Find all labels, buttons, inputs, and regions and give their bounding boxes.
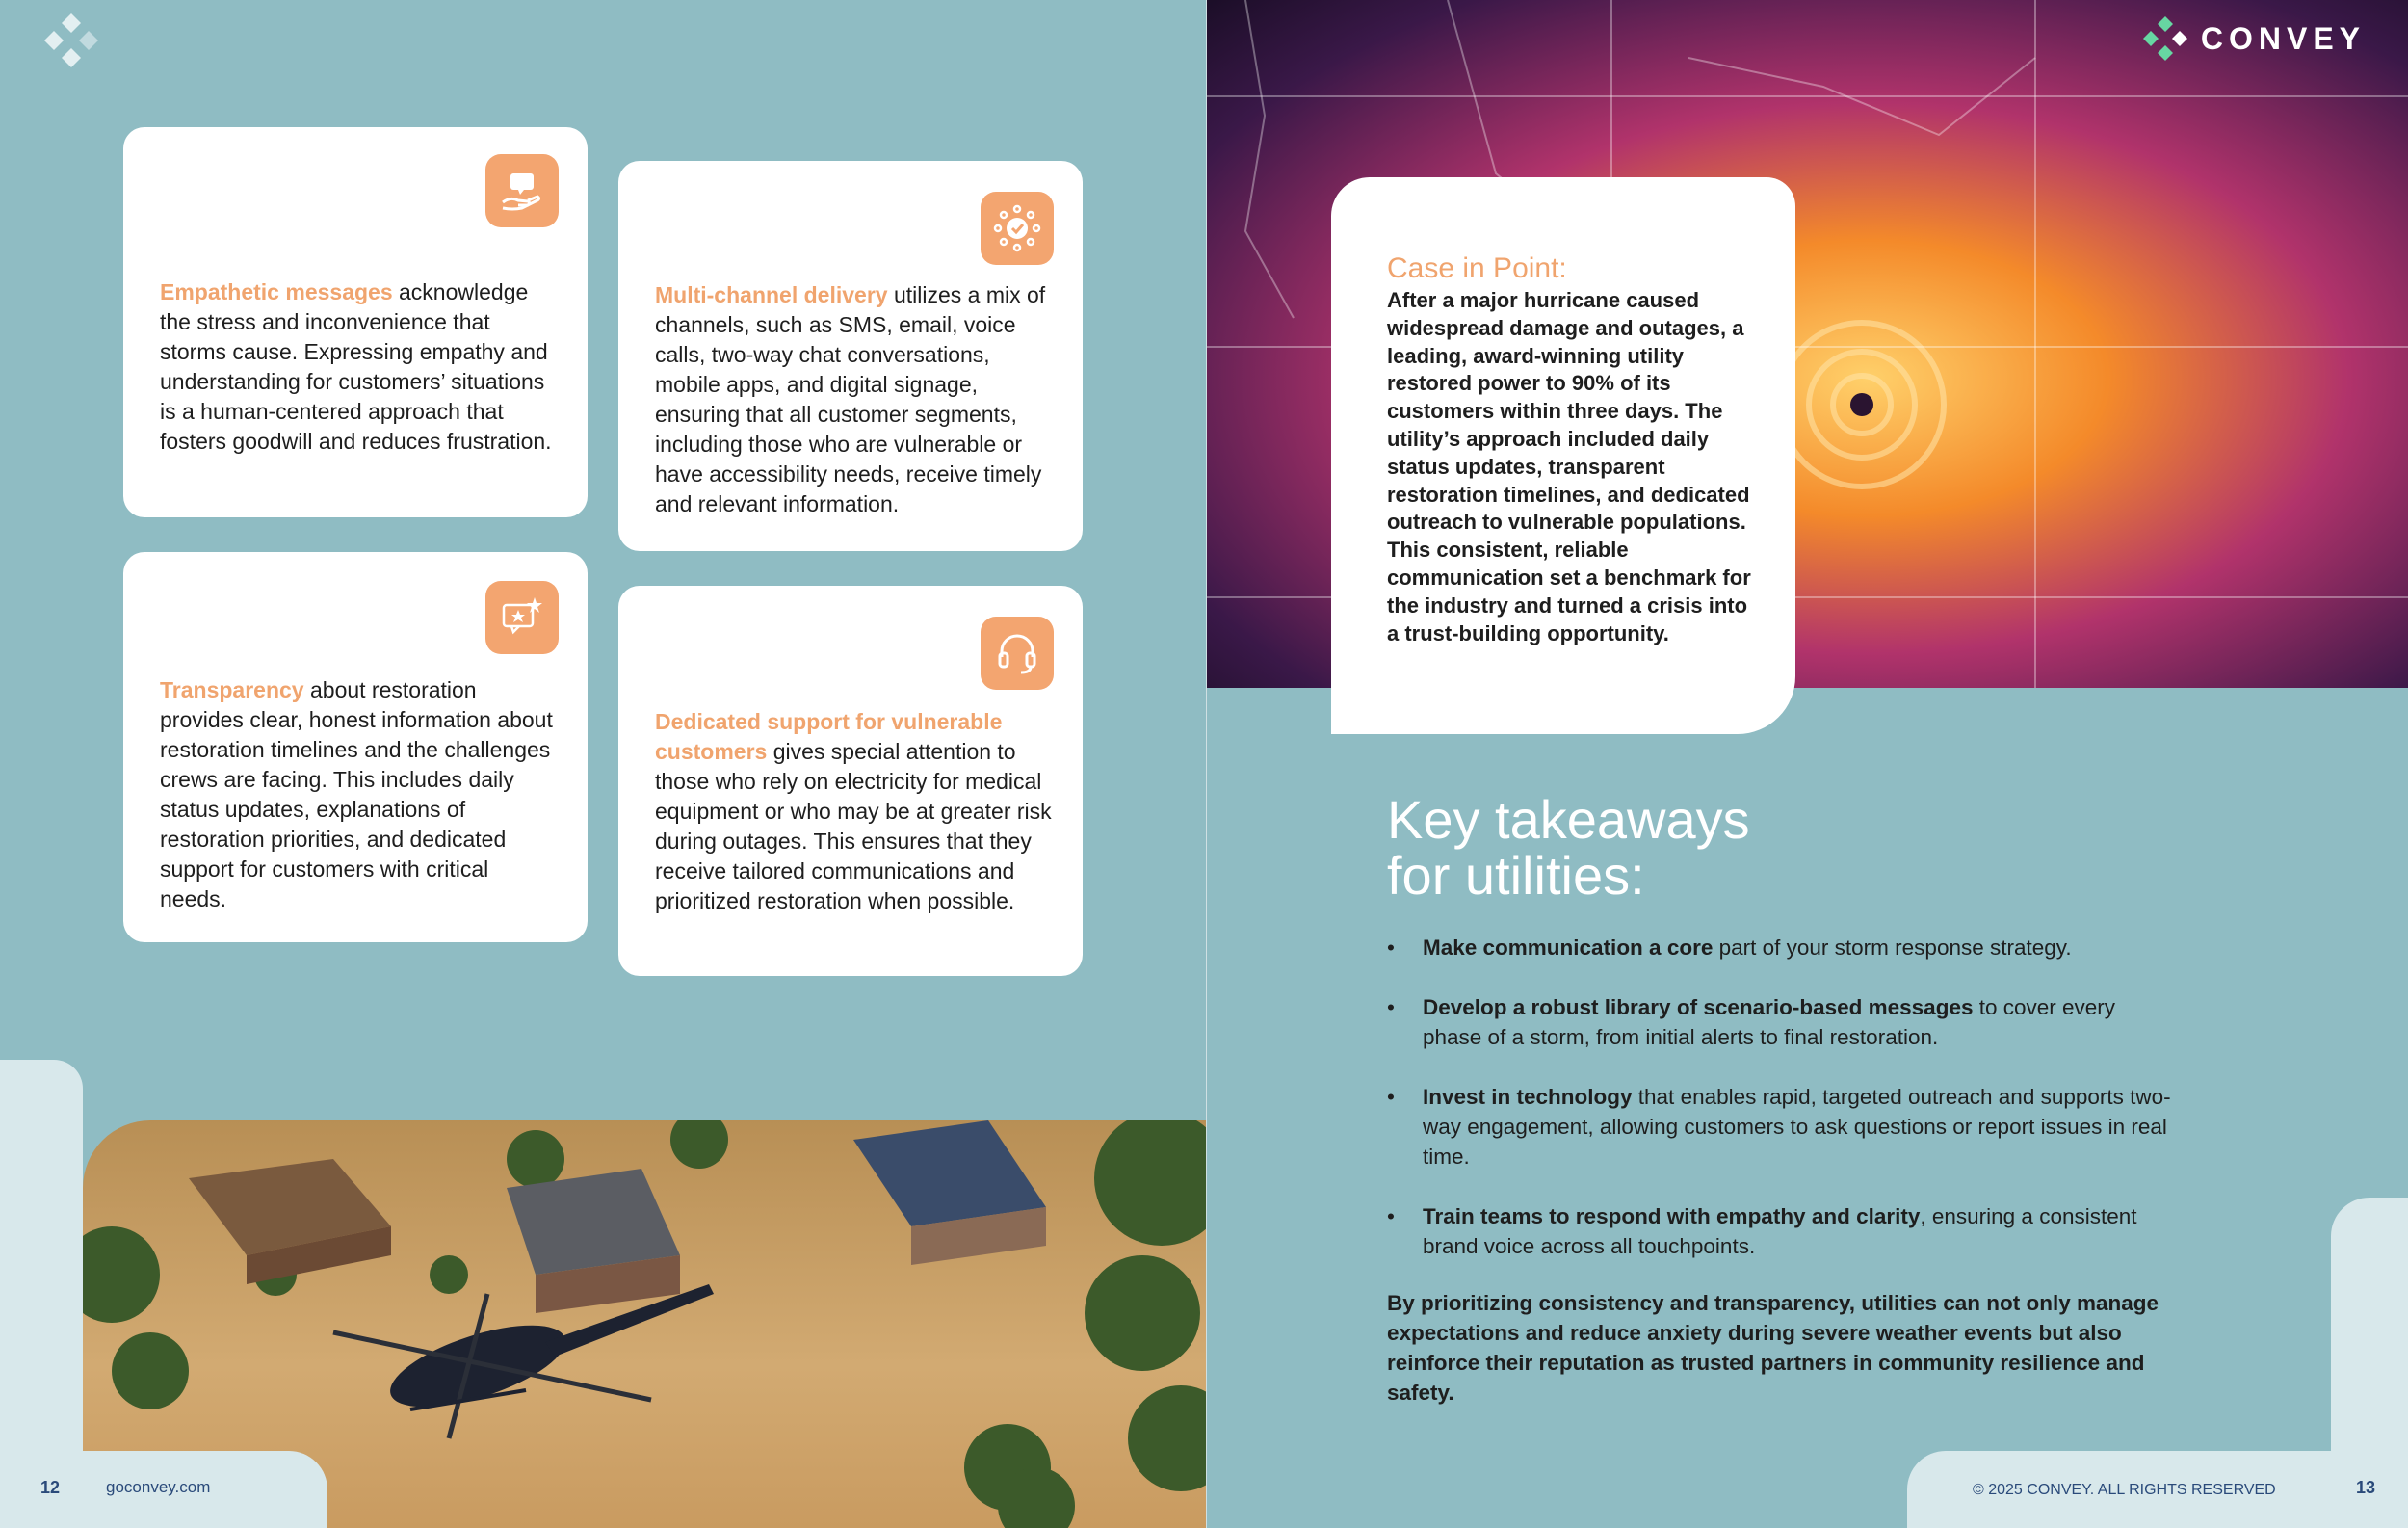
convey-logo-mark-icon (2141, 14, 2189, 63)
list-item (1387, 992, 2177, 1052)
page-number: 12 (40, 1478, 61, 1497)
list-item (1387, 1201, 2177, 1261)
takeaway-bold: Develop a robust library of scenario-based messages (1423, 995, 1974, 1019)
page-number: 13 (2355, 1478, 2375, 1497)
card-transparency (123, 552, 588, 942)
website-link[interactable]: goconvey.com (106, 1478, 211, 1496)
card-body: gives special attention to those who rely on electricity for medical equipment or who may be at greater risk during outages. This ensures that they receive tailored communications and prioritized restoration when possible. (655, 739, 1052, 913)
convey-logo-mark-icon (42, 12, 100, 69)
list-item (1387, 1082, 2177, 1172)
headset-icon (981, 617, 1054, 690)
takeaway-bold: Train teams to respond with empathy and clarity (1423, 1204, 1921, 1228)
star-review-icon (485, 581, 559, 654)
card-dedicated-support (618, 586, 1083, 976)
takeaways-heading (1387, 789, 1750, 906)
case-body: After a major hurricane caused widespread damage and outages, a leading, award-winning utility restored power to 90% of its customers within three days. The utility’s approach included daily status updates, transparent restoration timelines, and dedicated outreach to vulnerable populations. This consistent, reliable communication set a benchmark for the industry and turned a crisis into a trust-building opportunity. (1387, 288, 1751, 645)
network-check-icon (981, 192, 1054, 265)
convey-logo (2141, 13, 2366, 64)
conclusion-paragraph: By prioritizing consistency and transparency, utilities can not only manage expectations and reduce anxiety during severe weather events but also reinforce their reputation as trusted partners in community resilience and safety. (1387, 1291, 2159, 1405)
card-text (655, 280, 1054, 519)
card-text (160, 277, 559, 457)
right-page (1207, 0, 2408, 1528)
takeaway-rest: part of your storm response strategy. (1713, 935, 2072, 960)
takeaway-rest: to cover every phase of a storm, from initial alerts to final restoration. (1423, 995, 2116, 1049)
card-body: acknowledge the stress and inconvenience that storms cause. Expressing empathy and understanding for customers’ situations is a human-centered approach that fosters goodwill and reduces frustration. (160, 279, 552, 454)
case-in-point-card (1331, 177, 1795, 734)
copyright: © 2025 CONVEY. ALL RIGHTS RESERVED (1973, 1482, 2276, 1498)
takeaway-rest: , ensuring a consistent brand voice across all touchpoints. (1423, 1204, 2137, 1258)
hand-speech-bubble-icon (485, 154, 559, 227)
card-text (655, 707, 1054, 916)
card-highlight: Transparency (160, 677, 304, 702)
takeaway-bold: Make communication a core (1423, 935, 1714, 960)
case-title: Case in Point: (1387, 252, 1567, 284)
takeaways-heading-line2: for utilities: (1387, 845, 1645, 906)
card-empathetic-messages (123, 127, 588, 517)
card-highlight: Multi-channel delivery (655, 282, 888, 307)
takeaway-rest: that enables rapid, targeted outreach and supports two-way engagement, allowing customers to ask questions or report issues in real time. (1423, 1085, 2171, 1169)
card-highlight: Empathetic messages (160, 279, 393, 304)
card-multi-channel-delivery (618, 161, 1083, 551)
footer (0, 1451, 327, 1528)
takeaways-heading-line1: Key takeaways (1387, 789, 1750, 850)
card-body: about restoration provides clear, honest information about restoration timelines and the challenges crews are facing. This includes daily status updates, explanations of restoration priorities, and dedicated support for customers with critical needs. (160, 677, 553, 911)
takeaway-bold: Invest in technology (1423, 1085, 1633, 1109)
card-highlight: Dedicated support for vulnerable customers (655, 709, 1003, 764)
footer (1907, 1451, 2408, 1528)
list-item (1387, 933, 2177, 962)
brand-wordmark: CONVEY (2200, 20, 2366, 56)
card-body: utilizes a mix of channels, such as SMS, email, voice calls, two-way chat conversations, mobile apps, and digital signage, ensuring that all customer segments, including those who are vulnerable or have accessibility needs, receive timely and relevant information. (655, 282, 1046, 516)
card-text (160, 675, 559, 914)
takeaways-list (1387, 933, 2177, 1291)
